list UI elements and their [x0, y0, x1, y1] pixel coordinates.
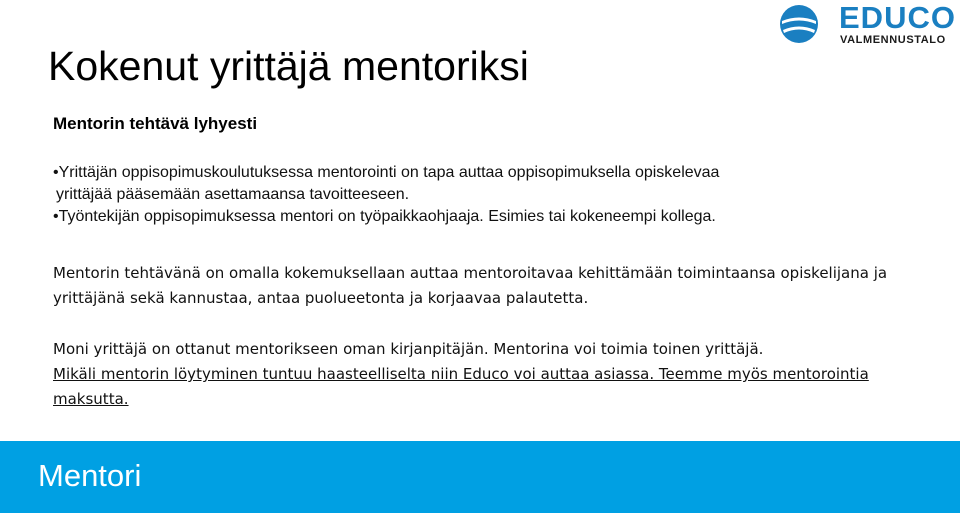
bullet-text: yrittäjää pääsemään asettamaansa tavoitteeseen.	[56, 186, 410, 203]
section-subtitle: Mentorin tehtävä lyhyesti	[53, 114, 258, 133]
bullet-item	[53, 206, 913, 228]
bullet-list	[53, 162, 913, 228]
educo-circle-logo-icon	[777, 2, 821, 46]
mentor-info-paragraph	[53, 337, 913, 412]
mentor-info-plain: Moni yrittäjä on ottanut mentorikseen oman kirjanpitäjän. Mentorina voi toimia toinen yrittäjä.	[53, 340, 764, 358]
bullet-item	[53, 162, 913, 184]
logo-sub-text: VALMENNUSTALO	[840, 34, 946, 46]
mentor-info-underlined: Mikäli mentorin löytyminen tuntuu haasteelliselta niin Educo voi auttaa asiassa. Teemme myös mentorointia maksutta.	[53, 365, 869, 408]
mentor-task-paragraph: Mentorin tehtävänä on omalla kokemuksellaan auttaa mentoroitavaa kehittämään toimintaansa opiskelijana ja yrittäjänä sekä kannustaa, antaa puolueetonta ja korjaavaa palautetta.	[53, 264, 888, 307]
bullet-continuation	[53, 184, 913, 206]
bullet-dot: •	[53, 164, 59, 181]
page-title: Kokenut yrittäjä mentoriksi	[48, 43, 529, 89]
logo-main-text: EDUCO	[839, 0, 956, 35]
footer-bar	[0, 441, 960, 513]
educo-logo	[777, 0, 956, 46]
bullet-dot: •	[53, 208, 59, 225]
footer-label: Mentori	[38, 458, 142, 493]
bullet-text: Työntekijän oppisopimuksessa mentori on työpaikkaohjaaja. Esimies tai kokeneempi kollega.	[58, 208, 716, 225]
bullet-text: Yrittäjän oppisopimuskoulutuksessa mentorointi on tapa auttaa oppisopimuksella opiskelevaa	[58, 164, 720, 181]
